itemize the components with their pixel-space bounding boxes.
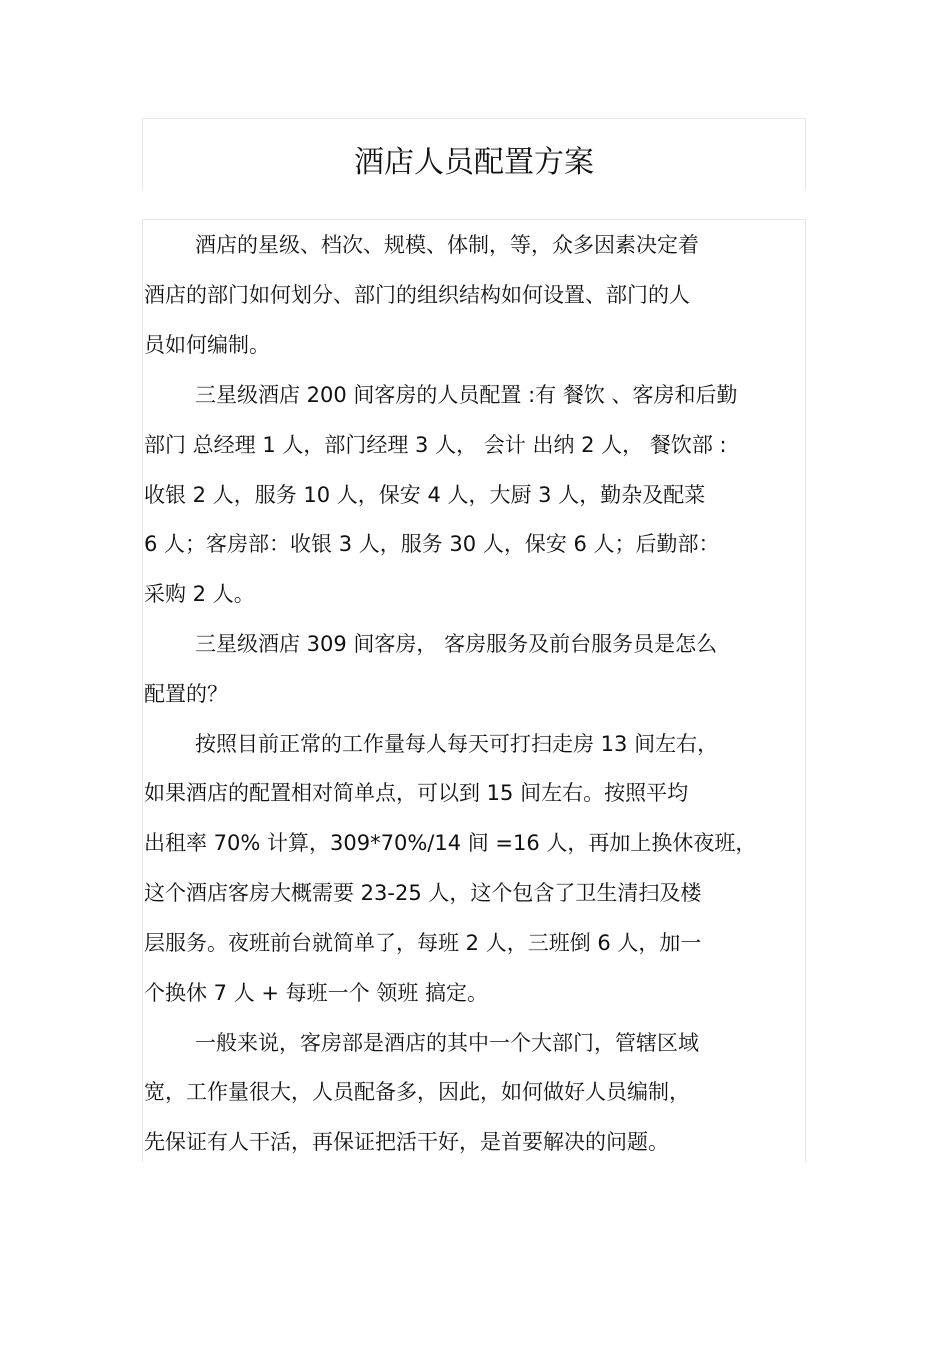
paragraph-5-line-3: 先保证有人干活，再保证把活干好，是首要解决的问题。 — [144, 1130, 669, 1154]
paragraph-5-line-2: 宽，工作量很大，人员配备多，因此，如何做好人员编制， — [144, 1080, 690, 1104]
paragraph-2-line-1: 三星级酒店 200 间客房的人员配置 :有 餐饮 、客房和后勤 — [195, 383, 738, 407]
paragraph-3-line-2: 配置的？ — [144, 682, 228, 706]
paragraph-2-line-5: 采购 2 人。 — [144, 582, 255, 606]
document-title: 酒店人员配置方案 — [354, 145, 594, 180]
paragraph-4-line-2: 如果酒店的配置相对简单点，可以到 15 间左右。按照平均 — [144, 781, 689, 805]
paragraph-3-line-1: 三星级酒店 309 间客房， 客房服务及前台服务员是怎么 — [195, 632, 718, 656]
paragraph-5-line-1: 一般来说，客房部是酒店的其中一个大部门，管辖区域 — [195, 1031, 699, 1055]
title-frame — [142, 118, 806, 190]
paragraph-4-line-3: 出租率 70% 计算，309*70%/14 间 =16 人，再加上换休夜班， — [144, 831, 757, 855]
paragraph-2-line-4: 6 人；客房部：收银 3 人，服务 30 人，保安 6 人；后勤部： — [144, 532, 720, 556]
paragraph-4-line-5: 层服务。夜班前台就简单了，每班 2 人，三班倒 6 人，加一 — [144, 931, 702, 955]
paragraph-2-line-3: 收银 2 人，服务 10 人，保安 4 人，大厨 3 人，勤杂及配菜 — [144, 483, 706, 507]
paragraph-1-line-1: 酒店的星级、档次、规模、体制，等，众多因素决定着 — [195, 233, 699, 257]
paragraph-1-line-2: 酒店的部门如何划分、部门的组织结构如何设置、部门的人 — [144, 283, 690, 307]
paragraph-1-line-3: 员如何编制。 — [144, 333, 270, 357]
document-body — [142, 219, 806, 1162]
paragraph-4-line-4: 这个酒店客房大概需要 23-25 人，这个包含了卫生清扫及楼 — [144, 881, 702, 905]
paragraph-4-line-6: 个换休 7 人 + 每班一个 领班 搞定。 — [144, 981, 489, 1005]
paragraph-2-line-2: 部门 总经理 1 人，部门经理 3 人， 会计 出纳 2 人， 餐饮部 : — [144, 433, 727, 457]
paragraph-4-line-1: 按照目前正常的工作量每人每天可打扫走房 13 间左右， — [195, 732, 719, 756]
